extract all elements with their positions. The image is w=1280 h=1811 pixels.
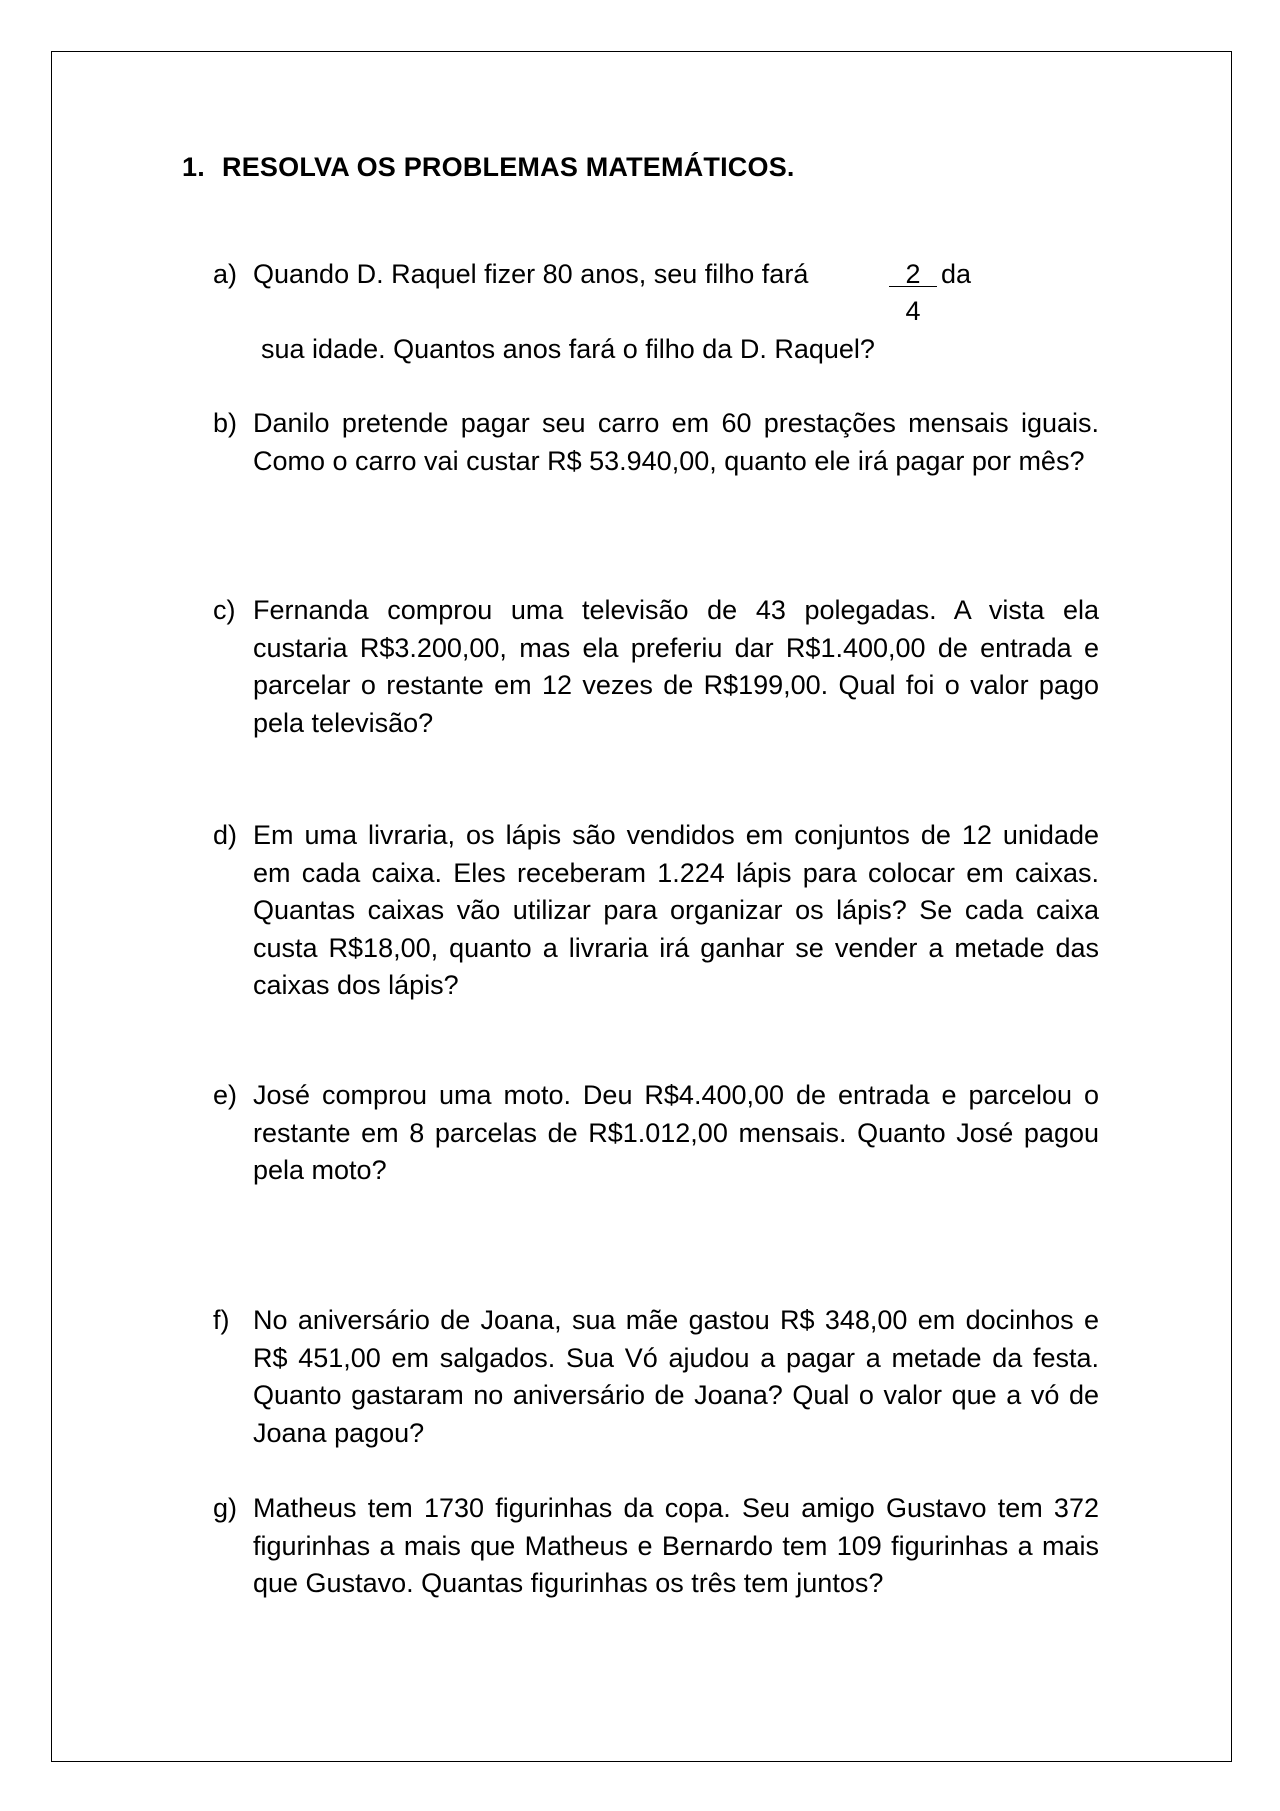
fraction-denominator: 4	[905, 296, 921, 326]
question-e-letter: e)	[213, 1080, 238, 1110]
question-a-text-line1: Quando D. Raquel fizer 80 anos, seu filho fará	[253, 259, 809, 289]
question-f-letter: f)	[213, 1305, 230, 1335]
question-e-text: José comprou uma moto. Deu R$4.400,00 de entrada e parcelou o restante em 8 parcelas de R$1.012,00 mensais. Quanto José pagou pela moto?	[253, 1080, 1099, 1185]
question-c-letter: c)	[213, 595, 236, 625]
question-b-letter: b)	[213, 408, 238, 438]
question-d-text: Em uma livraria, os lápis são vendidos em conjuntos de 12 unidade em cada caixa. Eles receberam 1.224 lápis para colocar em caixas. Quantas caixas vão utilizar para organizar os lápis? Se cada caixa custa R$18,00, quanto a livraria irá ganhar se vender a metade das caixas dos lápis?	[253, 820, 1099, 1000]
question-d	[213, 817, 1099, 1005]
question-f	[213, 1302, 1099, 1452]
question-g-letter: g)	[213, 1493, 238, 1523]
section-title-text: RESOLVA OS PROBLEMAS MATEMÁTICOS.	[222, 152, 795, 182]
question-e	[213, 1077, 1099, 1190]
section-title	[182, 152, 795, 183]
question-a-text-line2: sua idade. Quantos anos fará o filho da D. Raquel?	[261, 334, 875, 364]
question-b-text: Danilo pretende pagar seu carro em 60 prestações mensais iguais. Como o carro vai custar R$ 53.940,00, quanto ele irá pagar por mês?	[253, 408, 1099, 476]
question-f-text: No aniversário de Joana, sua mãe gastou R$ 348,00 em docinhos e R$ 451,00 em salgados. Sua Vó ajudou a pagar a metade da festa. Quanto gastaram no aniversário de Joana? Qual o valor que a vó de Joana pagou?	[253, 1305, 1099, 1448]
section-number: 1.	[182, 152, 205, 182]
question-c-text: Fernanda comprou uma televisão de 43 polegadas. A vista ela custaria R$3.200,00, mas ela preferiu dar R$1.400,00 de entrada e parcelar o restante em 12 vezes de R$199,00. Qual foi o valor pago pela televisão?	[253, 595, 1099, 738]
question-a-letter: a)	[213, 259, 238, 289]
question-c	[213, 592, 1099, 742]
question-b	[213, 405, 1099, 480]
question-g-text: Matheus tem 1730 figurinhas da copa. Seu amigo Gustavo tem 372 figurinhas a mais que Matheus e Bernardo tem 109 figurinhas a mais que Gustavo. Quantas figurinhas os três tem juntos?	[253, 1493, 1099, 1598]
question-a-after-fraction: da	[941, 259, 972, 289]
question-g	[213, 1490, 1099, 1603]
fraction-numerator: 2	[889, 256, 937, 287]
question-d-letter: d)	[213, 820, 238, 850]
